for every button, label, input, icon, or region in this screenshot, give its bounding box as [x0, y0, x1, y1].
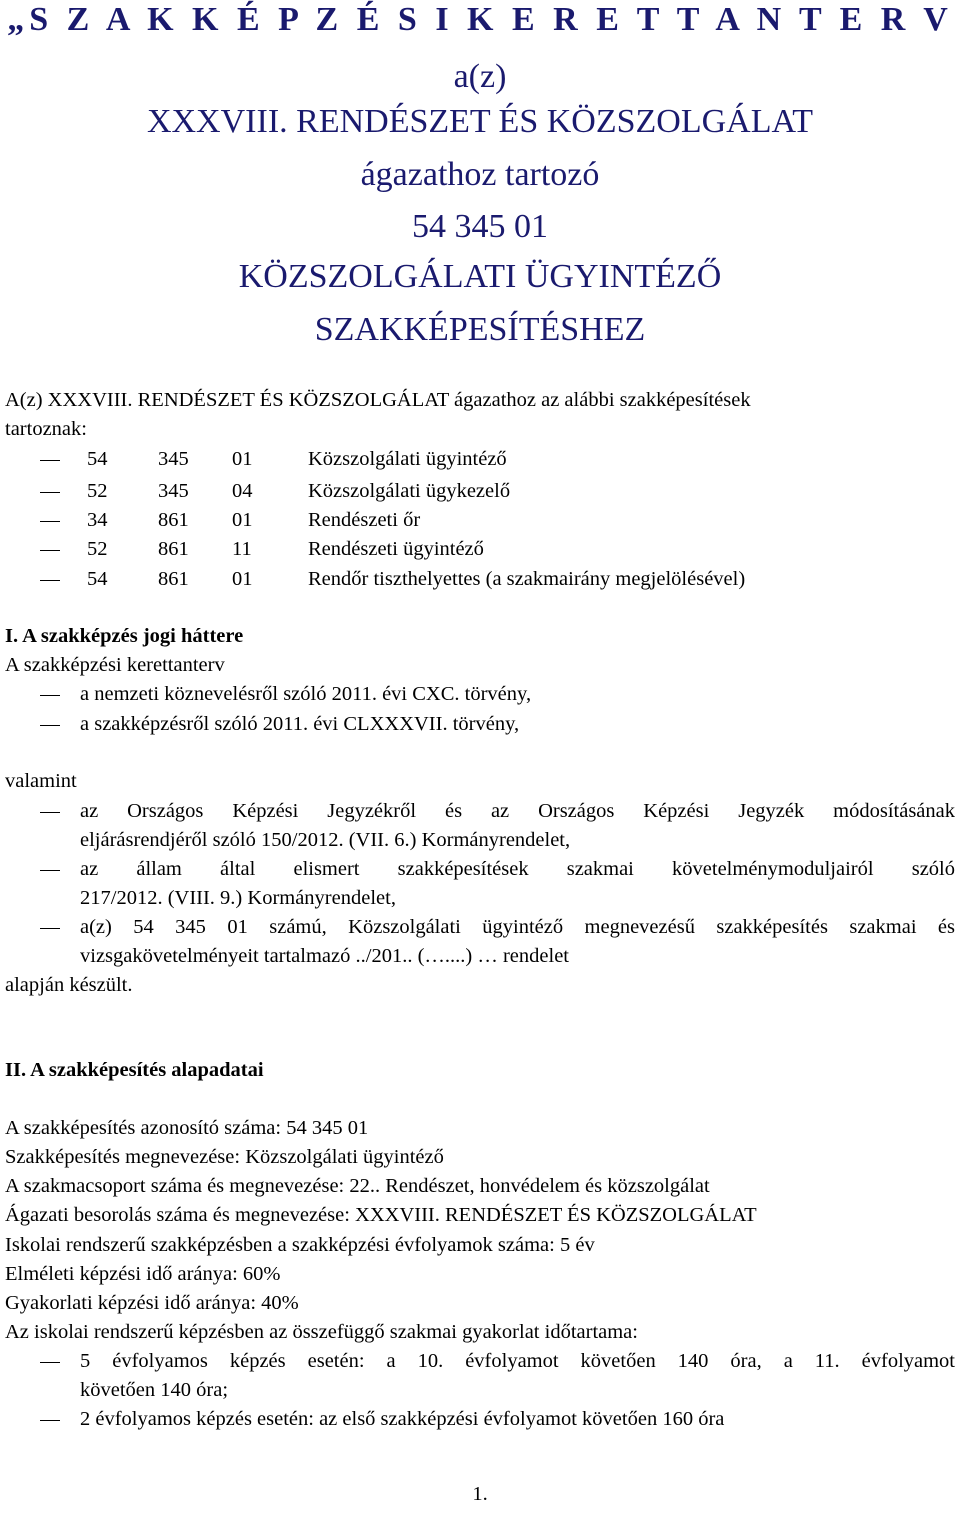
list-code-2: 861 — [158, 509, 189, 531]
title-line-1: „S Z A K K É P Z É S I K E R E T T A N T E R V — [7, 1, 953, 38]
regulation-line: az állam által elismert szakképesítések szakmai követelménymoduljairól szóló — [80, 858, 955, 880]
list-item-name: Rendészeti ügyintéző — [308, 538, 484, 560]
list-code-2: 861 — [158, 568, 189, 590]
title-line-4: ágazathoz tartozó — [360, 156, 600, 193]
practice-line: 2 évfolyamos képzés esetén: az első szakképzési évfolyamot követően 160 óra — [80, 1408, 725, 1430]
list-item-name: Közszolgálati ügykezelő — [308, 480, 511, 502]
section-1-intro: A szakképzési kerettanterv — [5, 654, 225, 676]
list-code-3: 01 — [232, 509, 253, 531]
title-line-7: SZAKKÉPESÍTÉSHEZ — [314, 311, 646, 348]
list-code-2: 345 — [158, 448, 189, 470]
data-row: A szakmacsoport száma és megnevezése: 22.. Rendészet, honvédelem és közszolgálat — [5, 1175, 710, 1197]
list-code-3: 01 — [232, 448, 253, 470]
section-1-heading: I. A szakképzés jogi háttere — [5, 625, 244, 647]
law-item: a szakképzésről szóló 2011. évi CLXXXVII. törvény, — [80, 713, 520, 735]
list-dash — [40, 725, 60, 726]
list-dash — [40, 1420, 60, 1421]
regulation-line: 217/2012. (VIII. 9.) Kormányrendelet, — [80, 887, 396, 909]
list-code-3: 04 — [232, 480, 253, 502]
title-line-2: a(z) — [453, 58, 507, 95]
data-row: Iskolai rendszerű szakképzésben a szakképzési évfolyamok száma: 5 év — [5, 1234, 595, 1256]
title-line-3: XXXVIII. RENDÉSZET ÉS KÖZSZOLGÁLAT — [146, 103, 814, 140]
data-row: Az iskolai rendszerű képzésben az összefüggő szakmai gyakorlat időtartama: — [5, 1321, 638, 1343]
list-code-1: 54 — [87, 568, 108, 590]
list-code-3: 11 — [232, 538, 252, 560]
data-row: Ágazati besorolás száma és megnevezése: XXXVIII. RENDÉSZET ÉS KÖZSZOLGÁLAT — [5, 1204, 757, 1226]
regulation-line: az Országos Képzési Jegyzékről és az Országos Képzési Jegyzék módosításának — [80, 800, 955, 822]
list-dash — [40, 870, 60, 871]
law-item: a nemzeti köznevelésről szóló 2011. évi CXC. törvény, — [80, 683, 532, 705]
valamint-text: valamint — [5, 770, 77, 792]
list-dash — [40, 928, 60, 929]
list-code-2: 345 — [158, 480, 189, 502]
list-dash — [40, 492, 60, 493]
regulation-line: eljárásrendjéről szóló 150/2012. (VII. 6.) Kormányrendelet, — [80, 829, 571, 851]
list-dash — [40, 460, 60, 461]
title-line-5: 54 345 01 — [412, 208, 548, 245]
regulation-line: vizsgakövetelményeit tartalmazó ../201.. (…....) … rendelet — [80, 945, 569, 967]
data-row: A szakképesítés azonosító száma: 54 345 01 — [5, 1117, 369, 1139]
list-dash — [40, 580, 60, 581]
list-dash — [40, 550, 60, 551]
page-number: 1. — [472, 1483, 488, 1505]
data-row: Gyakorlati képzési idő aránya: 40% — [5, 1292, 299, 1314]
list-item-name: Rendészeti őr — [308, 509, 421, 531]
section-2-heading: II. A szakképesítés alapadatai — [5, 1059, 264, 1081]
list-code-3: 01 — [232, 568, 253, 590]
list-code-1: 52 — [87, 538, 108, 560]
list-code-1: 52 — [87, 480, 108, 502]
list-dash — [40, 695, 60, 696]
list-item-name: Közszolgálati ügyintéző — [308, 448, 507, 470]
practice-line: 5 évfolyamos képzés esetén: a 10. évfolyamot követően 140 óra, a 11. évfolyamot — [80, 1350, 955, 1372]
list-code-2: 861 — [158, 538, 189, 560]
list-dash — [40, 1362, 60, 1363]
list-item-name: Rendőr tiszthelyettes (a szakmairány megjelölésével) — [308, 568, 746, 590]
intro-line-2: tartoznak: — [5, 418, 87, 440]
list-code-1: 54 — [87, 448, 108, 470]
intro-line-1: A(z) XXXVIII. RENDÉSZET ÉS KÖZSZOLGÁLAT ágazathoz az alábbi szakképesítések — [5, 389, 751, 411]
practice-line: követően 140 óra; — [80, 1379, 229, 1401]
data-row: Szakképesítés megnevezése: Közszolgálati ügyintéző — [5, 1146, 444, 1168]
closing-text: alapján készült. — [5, 974, 133, 996]
list-dash — [40, 812, 60, 813]
list-dash — [40, 521, 60, 522]
title-line-6: KÖZSZOLGÁLATI ÜGYINTÉZŐ — [238, 258, 722, 295]
regulation-line: a(z) 54 345 01 számú, Közszolgálati ügyintéző megnevezésű szakképesítés szakmai és — [80, 916, 955, 938]
data-row: Elméleti képzési idő aránya: 60% — [5, 1263, 281, 1285]
list-code-1: 34 — [87, 509, 108, 531]
